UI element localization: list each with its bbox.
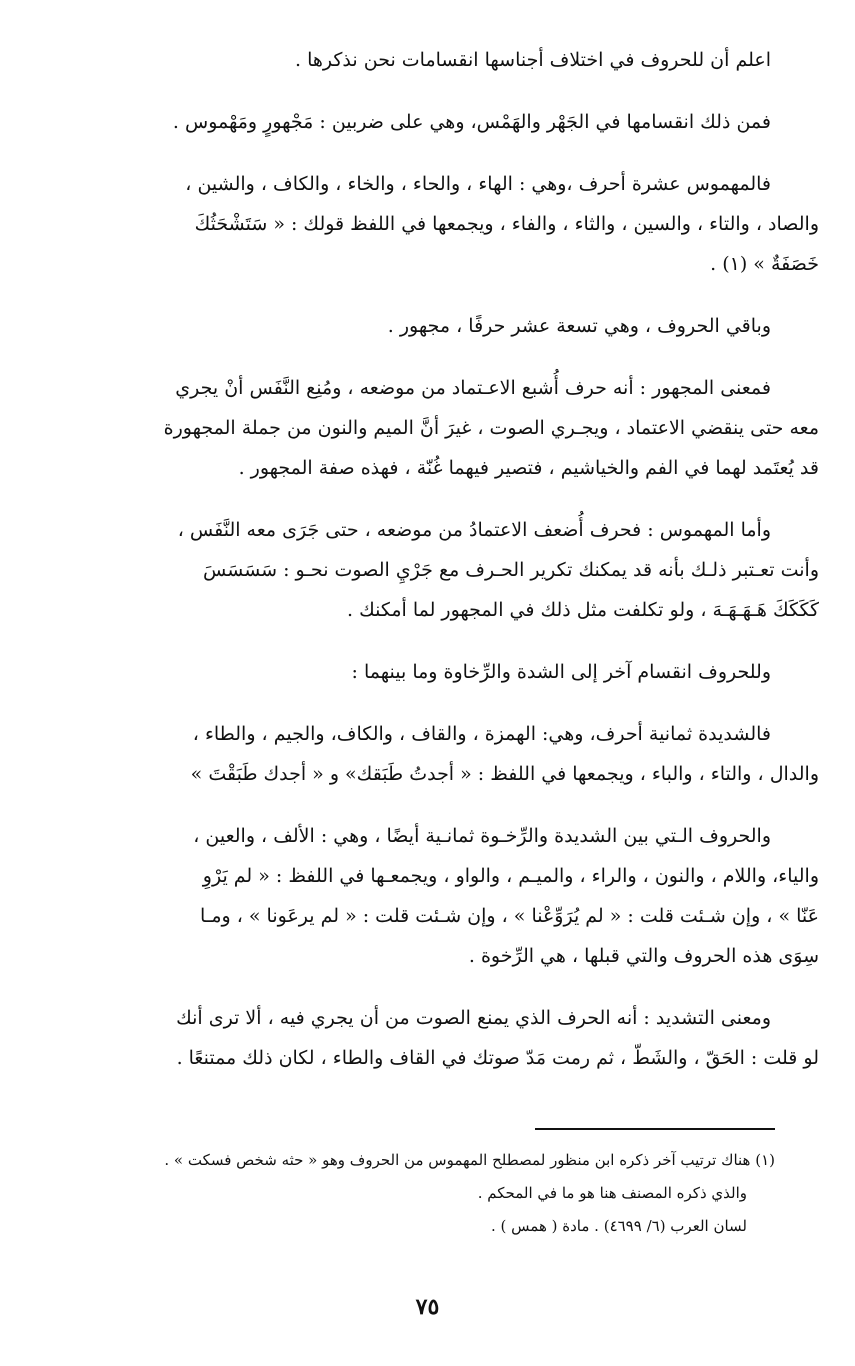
footnote-line: (١) هناك ترتيب آخر ذكره ابن منظور لمصطلح المهموس من الحروف وهو « حثه شخص فسكت » . [164,1151,775,1169]
text-line: اعلم أن للحروف في اختلاف أجناسها انقسامات نحن نذكرها . [295,49,771,71]
text-line: فمعنى المجهور : أنه حرف أُشبع الاعـتماد من موضعه ، ومُنِع النَّفَس أنْ يجري [175,377,771,399]
paragraph-shadida-letters [36,714,819,794]
text-line: فالمهموس عشرة أحرف ،وهي : الهاء ، والحاء ، والخاء ، والكاف ، والشين ، [185,173,771,195]
text-line: كَكَكَكَ هَـهَـهَـهَ ، ولو تكلفت مثل ذلك في المجهور لما أمكنك . [347,599,819,621]
text-line: لو قلت : الحَقّ ، والشَطّ ، ثم رمت مَدّ صوتك في القاف والطاء ، لكان ذلك ممتنعًا . [176,1047,819,1069]
paragraph-mahmus-meaning [36,510,819,630]
page-number: ٧٥ [415,1294,440,1320]
text-line: وأما المهموس : فحرف أُضعف الاعتمادُ من موضعه ، حتى جَرَى معه النَّفَس ، [177,519,771,541]
text-line: والصاد ، والتاء ، والسين ، والثاء ، والفاء ، ويجمعها في اللفظ قولك : « سَتَشْحَثُكَ [194,213,819,235]
paragraph-jahr-hams [36,102,819,142]
paragraph-intermediate-letters [36,816,819,976]
paragraph-intro [36,40,819,80]
text-line: خَصَفَةٌ » (١) . [710,253,819,275]
paragraph-remaining-letters [36,306,819,346]
footnote-separator [535,1128,775,1130]
text-line: وللحروف انقسام آخر إلى الشدة والرِّخاوة وما بينهما : [351,661,771,683]
text-line: والدال ، والتاء ، والباء ، ويجمعها في اللفظ : « أجدتُ طَبَقك» و « أجدك طَبَقْتَ » [190,763,819,785]
text-line: عَنّا » ، وإن شـئت قلت : « لم يُرَوِّعْنا » ، وإن شـئت قلت : « لم يرعَونا » ، ومـا [199,905,819,927]
text-line: معه حتى ينقضي الاعتماد ، ويجـري الصوت ، غيرَ أنَّ الميم والنون من جملة المجهورة [163,417,819,439]
main-text [36,40,819,1100]
paragraph-majhur-meaning [36,368,819,488]
text-line: وباقي الحروف ، وهي تسعة عشر حرفًا ، مجهور . [387,315,771,337]
paragraph-shidda-rikhawa [36,652,819,692]
text-line: والحروف الـتي بين الشديدة والرِّخـوة ثمانـية أيضًا ، وهي : الألف ، والعين ، [193,825,771,847]
footnote-line: والذي ذكره المصنف هنا هو ما في المحكم . [477,1184,747,1202]
paragraph-tashdid-meaning [36,998,819,1078]
text-line: ومعنى التشديد : أنه الحرف الذي يمنع الصوت من أن يجري فيه ، ألا ترى أنك [176,1007,771,1029]
footnotes [40,1144,775,1243]
paragraph-mahmus-letters [36,164,819,284]
text-line: وأنت تعـتبر ذلـك بأنه قد يمكنك تكرير الحـرف مع جَرْيِ الصوت نحـو : سَسَسَسَ [203,559,819,581]
text-line: والياء، واللام ، والنون ، والراء ، والميـم ، والواو ، ويجمعـها في اللفظ : « لم يَرْوِ [202,865,819,887]
footnote-line: لسان العرب (٦/ ٤٦٩٩) . مادة ( همس ) . [491,1217,747,1235]
text-line: فالشديدة ثمانية أحرف، وهي: الهمزة ، والقاف ، والكاف، والجيم ، والطاء ، [192,723,771,745]
text-line: سِوَى هذه الحروف والتي قبلها ، هي الرِّخوة . [468,945,819,967]
text-line: فمن ذلك انقسامها في الجَهْر والهَمْس، وهي على ضربين : مَجْهورٍ ومَهْموس . [172,111,771,133]
text-line: قد يُعتَمد لهما في الفم والخياشيم ، فتصير فيهما غُنّة ، فهذه صفة المجهور . [238,457,819,479]
